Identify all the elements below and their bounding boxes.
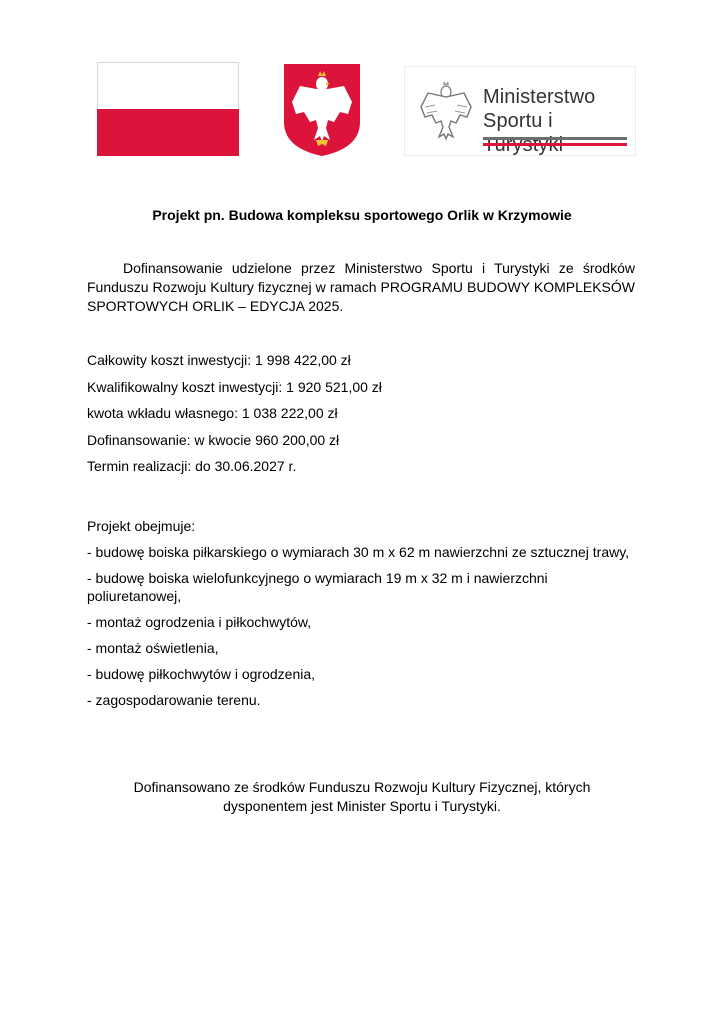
- scope-item: - budowę boiska piłkarskiego o wymiarach 30 m x 62 m nawierzchni ze sztucznej trawy,: [87, 544, 630, 560]
- footer-line1: Dofinansowano ze środków Funduszu Rozwoju Kultury Fizycznej, których: [133, 779, 591, 795]
- total-cost: Całkowity koszt inwestycji: 1 998 422,00 zł: [87, 352, 351, 368]
- scope-item: - montaż ogrodzenia i piłkochwytów,: [87, 614, 312, 630]
- scope-heading: Projekt obejmuje:: [87, 518, 196, 534]
- polish-flag: [97, 62, 239, 156]
- eagle-icon: [415, 77, 477, 147]
- funding-amount: Dofinansowanie: w kwocie 960 200,00 zł: [87, 431, 340, 448]
- completion-deadline: Termin realizacji: do 30.06.2027 r.: [87, 458, 297, 474]
- eligible-cost: Kwalifikowalny koszt inwestycji: 1 920 521,00 zł: [87, 378, 382, 395]
- ministry-red-bar: [483, 143, 627, 146]
- scope-item: - budowę piłkochwytów i ogrodzenia,: [87, 666, 316, 682]
- funding-footer: [0, 778, 724, 816]
- footer-line2: dysponentem jest Minister Sportu i Turystyki.: [223, 798, 501, 814]
- project-scope: [87, 517, 635, 717]
- scope-item: - montaż oświetlenia,: [87, 640, 219, 656]
- ministry-name-line2: Sportu i: [483, 110, 553, 132]
- project-facts: [87, 351, 635, 484]
- polish-eagle-coat-of-arms-icon: [282, 62, 362, 158]
- ministry-name-line1: Ministerstwo: [483, 86, 596, 108]
- own-contribution: kwota wkładu własnego: 1 038 222,00 zł: [87, 405, 338, 421]
- scope-item: - budowę boiska wielofunkcyjnego o wymiarach 19 m x 32 m i nawierzchni poliuretanowej,: [87, 570, 548, 604]
- scope-item: - zagospodarowanie terenu.: [87, 692, 261, 708]
- ministry-logo: [404, 66, 636, 156]
- ministry-grey-bar: [483, 137, 627, 140]
- flag-red-stripe: [97, 109, 239, 156]
- document-title: Projekt pn. Budowa kompleksu sportowego Orlik w Krzymowie: [152, 207, 572, 223]
- logo-bar: [0, 0, 724, 170]
- ministry-name: [483, 85, 635, 157]
- intro-paragraph: Dofinansowanie udzielone przez Ministerstwo Sportu i Turystyki ze środków Funduszu Rozwoju Kultury fizycznej w ramach PROGRAMU BUDOWY KOMPLEKSÓW SPORTOWYCH ORLIK – EDYCJA 2025.: [87, 260, 635, 314]
- flag-white-stripe: [97, 62, 239, 109]
- scope-list: [87, 543, 635, 709]
